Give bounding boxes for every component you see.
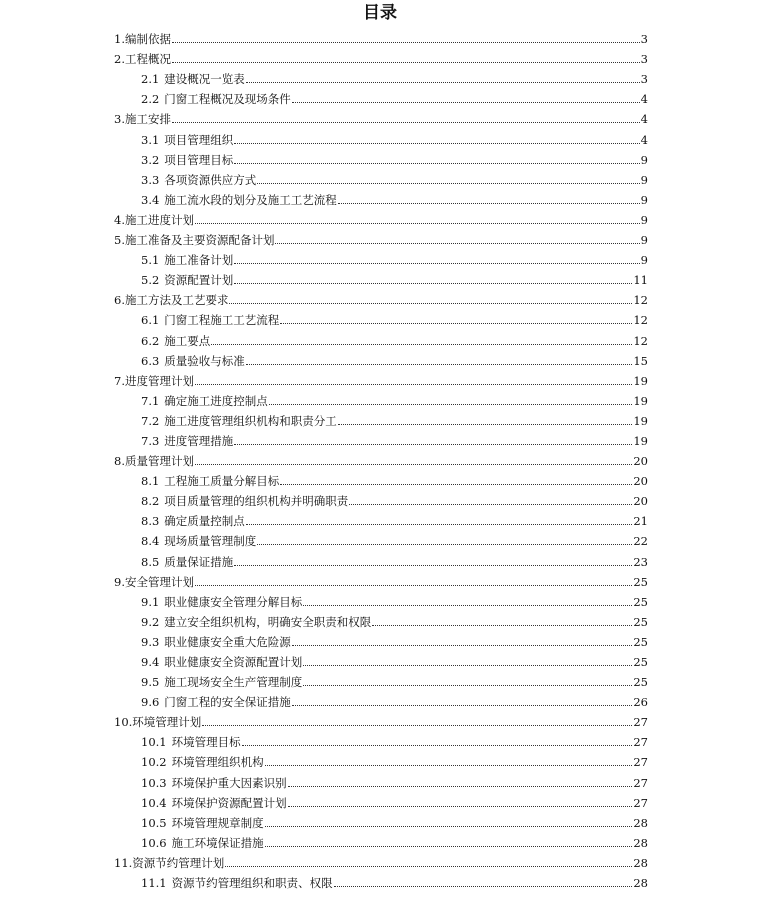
toc-page-number: 9 (640, 253, 648, 268)
toc-leader-dots (202, 725, 632, 726)
page-title: 目录 (363, 3, 397, 23)
toc-entry-label (141, 796, 287, 810)
toc-entry-label (141, 394, 268, 408)
toc-entry-title: 项目管理组织 (164, 132, 234, 147)
toc-entry-number: 3. (114, 112, 125, 127)
toc-leader-dots (195, 384, 632, 385)
toc-entry-title: 确定施工进度控制点 (164, 393, 268, 408)
toc-entry-title: 进度管理措施 (164, 433, 234, 448)
toc-entry-label (141, 876, 333, 890)
toc-entry-number: 5.2 (141, 273, 160, 288)
toc-page-number: 28 (633, 876, 648, 891)
toc-entry-title: 建设概况一览表 (164, 72, 245, 87)
toc-entry-label (141, 334, 210, 348)
toc-entry-number: 8.3 (141, 514, 160, 529)
toc-page-number: 4 (640, 92, 648, 107)
toc-entry-title: 施工现场安全生产管理制度 (164, 675, 303, 690)
toc-entry[interactable] (114, 287, 648, 307)
toc-leader-dots (292, 645, 633, 646)
toc-leader-dots (242, 745, 633, 746)
toc-leader-dots (211, 344, 632, 345)
toc-page-number: 19 (633, 373, 648, 388)
toc-entry[interactable] (114, 508, 648, 528)
toc-entry[interactable] (114, 569, 648, 589)
toc-entry-label (114, 454, 194, 468)
toc-entry[interactable] (114, 66, 648, 86)
toc-entry-number: 5. (114, 233, 125, 248)
toc-entry-number: 3.1 (141, 132, 160, 147)
toc-entry-label (141, 595, 302, 609)
toc-entry[interactable] (114, 729, 648, 749)
toc-leader-dots (303, 605, 632, 606)
toc-leader-dots (338, 203, 640, 204)
toc-page-number: 9 (640, 172, 648, 187)
toc-entry-number: 9.2 (141, 614, 160, 629)
toc-entry-title: 施工环境保证措施 (171, 835, 264, 850)
toc-entry-number: 3.3 (141, 172, 160, 187)
toc-page-number: 20 (633, 494, 648, 509)
toc-page-number: 3 (640, 52, 648, 67)
toc-entry[interactable] (114, 810, 648, 830)
toc-entry-title: 职业健康安全管理分解目标 (164, 594, 303, 609)
toc-entry[interactable] (114, 870, 648, 890)
toc-entry-number: 2.2 (141, 92, 160, 107)
toc-entry-title: 职业健康安全重大危险源 (164, 634, 291, 649)
toc-entry-number: 6.2 (141, 333, 160, 348)
toc-entry-number: 11. (114, 855, 133, 870)
toc-entry[interactable] (114, 267, 648, 287)
toc-entry-number: 3.4 (141, 192, 160, 207)
toc-page-number: 4 (640, 132, 648, 147)
toc-entry-title: 项目质量管理的组织机构并明确职责 (164, 494, 349, 509)
toc-entry-number: 8.4 (141, 534, 160, 549)
toc-page-number: 27 (633, 775, 648, 790)
toc-page-number: 27 (633, 795, 648, 810)
toc-leader-dots (265, 826, 633, 827)
toc-page-number: 19 (633, 413, 648, 428)
toc-page-number: 28 (633, 815, 648, 830)
toc-entry-label (141, 434, 233, 448)
toc-entry[interactable] (114, 749, 648, 769)
toc-leader-dots (349, 504, 632, 505)
toc-entry-label (141, 816, 264, 830)
toc-entry[interactable] (114, 830, 648, 850)
toc-entry[interactable] (114, 488, 648, 508)
toc-entry[interactable] (114, 227, 648, 247)
toc-entry-title: 施工安排 (124, 112, 171, 127)
toc-entry-label (114, 112, 171, 126)
toc-leader-dots (234, 444, 632, 445)
toc-entry[interactable] (114, 388, 648, 408)
toc-entry[interactable] (114, 307, 648, 327)
toc-entry[interactable] (114, 609, 648, 629)
toc-entry-title: 门窗工程施工工艺流程 (164, 313, 280, 328)
toc-entry[interactable] (114, 769, 648, 789)
toc-page-number: 20 (633, 474, 648, 489)
toc-entry-number: 7.1 (141, 393, 160, 408)
toc-entry-title: 工程施工质量分解目标 (164, 474, 280, 489)
toc-entry[interactable] (114, 348, 648, 368)
toc-entry-title: 环境管理组织机构 (171, 755, 264, 770)
toc-entry-title: 质量验收与标准 (164, 353, 245, 368)
toc-entry-label (141, 755, 264, 769)
toc-entry-label (141, 635, 291, 649)
toc-entry-number: 6.1 (141, 313, 160, 328)
toc-leader-dots (334, 886, 633, 887)
toc-entry[interactable] (114, 669, 648, 689)
toc-entry-title: 项目管理目标 (164, 152, 234, 167)
toc-leader-dots (303, 685, 632, 686)
toc-entry-label (141, 555, 233, 569)
toc-entry-number: 8.5 (141, 554, 160, 569)
toc-entry-number: 11.1 (141, 876, 167, 891)
toc-entry-number: 10.1 (141, 735, 167, 750)
toc-page-number: 27 (633, 755, 648, 770)
toc-entry-label (141, 133, 233, 147)
toc-leader-dots (292, 705, 633, 706)
toc-leader-dots (275, 243, 639, 244)
toc-entry-label (141, 92, 291, 106)
toc-leader-dots (292, 102, 640, 103)
toc-entry-title: 环境保护资源配置计划 (171, 795, 287, 810)
toc-leader-dots (229, 303, 632, 304)
toc-entry-title: 建立安全组织机构，明确安全职责和权限 (164, 614, 372, 629)
toc-entry-label (114, 213, 194, 227)
toc-entry-label (114, 32, 171, 46)
toc-page-number: 3 (640, 72, 648, 87)
toc-entry[interactable] (114, 528, 648, 548)
toc-leader-dots (246, 82, 640, 83)
toc-entry-title: 施工方法及工艺要求 (124, 293, 229, 308)
toc-page-number: 25 (633, 594, 648, 609)
toc-entry-label (141, 313, 279, 327)
toc-entry[interactable] (114, 247, 648, 267)
toc-entry-number: 2. (114, 52, 125, 67)
toc-page-number: 25 (633, 634, 648, 649)
toc-entry[interactable] (114, 408, 648, 428)
toc-entry-number: 6.3 (141, 353, 160, 368)
toc-leader-dots (280, 323, 632, 324)
toc-entry-label (141, 354, 245, 368)
toc-entry[interactable] (114, 589, 648, 609)
toc-entry-label (114, 856, 224, 870)
toc-page-number: 28 (633, 835, 648, 850)
toc-entry-label (141, 655, 302, 669)
toc-page-number: 25 (633, 614, 648, 629)
toc-leader-dots (303, 665, 632, 666)
toc-leader-dots (195, 223, 640, 224)
toc-page-number: 22 (633, 534, 648, 549)
toc-entry-title: 施工准备计划 (164, 253, 234, 268)
toc-entry-label (114, 715, 201, 729)
toc-entry-title: 确定质量控制点 (164, 514, 245, 529)
toc-entry-number: 9.5 (141, 675, 160, 690)
toc-entry[interactable] (114, 167, 648, 187)
toc-page-number: 27 (633, 735, 648, 750)
toc-leader-dots (234, 163, 639, 164)
toc-entry[interactable] (114, 46, 648, 66)
toc-leader-dots (195, 464, 632, 465)
toc-entry-number: 3.2 (141, 152, 160, 167)
toc-leader-dots (172, 62, 640, 63)
toc-leader-dots (234, 263, 639, 264)
toc-page-number: 11 (633, 273, 648, 288)
toc-entry-title: 现场质量管理制度 (164, 534, 257, 549)
toc-entry-number: 4. (114, 212, 125, 227)
toc-page-number: 25 (633, 574, 648, 589)
toc-leader-dots (372, 625, 632, 626)
toc-entry-label (141, 474, 279, 488)
toc-entry-number: 7.3 (141, 433, 160, 448)
toc-entry-label (114, 52, 171, 66)
toc-leader-dots (338, 424, 633, 425)
toc-page-number: 25 (633, 655, 648, 669)
toc-leader-dots (288, 786, 633, 787)
toc-page-number: 26 (633, 695, 648, 710)
toc-leader-dots (234, 143, 639, 144)
toc-entry-title: 资源节约管理计划 (132, 855, 225, 870)
toc-entry-label (114, 374, 194, 388)
toc-entry-label (141, 253, 233, 267)
toc-entry-number: 8.1 (141, 474, 160, 489)
toc-leader-dots (257, 183, 639, 184)
toc-entry-title: 资源配置计划 (164, 273, 234, 288)
toc-entry-number: 9.1 (141, 594, 160, 609)
toc-entry-label (141, 273, 233, 287)
toc-entry-title: 编制依据 (124, 32, 171, 47)
toc-entry-title: 环境管理目标 (171, 735, 241, 750)
toc-leader-dots (246, 524, 633, 525)
toc-entry-number: 10.5 (141, 815, 167, 830)
toc-entry-title: 施工准备及主要资源配备计划 (124, 233, 275, 248)
toc-entry-label (141, 735, 241, 749)
toc-entry-title: 进度管理计划 (124, 373, 194, 388)
toc-entry-title: 环境保护重大因素识别 (171, 775, 287, 790)
toc-page-number: 28 (633, 855, 648, 870)
toc-entry-title: 施工要点 (164, 333, 211, 348)
toc-entry-label (114, 575, 194, 589)
toc-entry[interactable] (114, 147, 648, 167)
toc-entry-number: 2.1 (141, 72, 160, 87)
toc-entry-label (141, 193, 337, 207)
toc-page-number: 9 (640, 152, 648, 167)
toc-page-number: 15 (633, 353, 648, 368)
toc-entry[interactable] (114, 629, 648, 649)
toc-page-number: 25 (633, 675, 648, 690)
toc-entry[interactable] (114, 850, 648, 870)
toc-page-number: 27 (633, 715, 648, 730)
toc-entry[interactable] (114, 548, 648, 568)
toc-entry-title: 施工进度管理组织机构和职责分工 (164, 413, 337, 428)
toc-entry-title: 施工流水段的划分及施工工艺流程 (164, 192, 337, 207)
toc-entry-number: 9.4 (141, 655, 160, 669)
toc-entry-number: 10.2 (141, 755, 167, 770)
toc-entry-label (141, 615, 371, 629)
toc-entry-number: 10. (114, 715, 133, 730)
toc-entry[interactable] (114, 428, 648, 448)
toc-page-number: 12 (633, 313, 648, 328)
toc-entry-number: 7.2 (141, 413, 160, 428)
toc-entry-number: 6. (114, 293, 125, 308)
toc-entry-title: 门窗工程的安全保证措施 (164, 695, 291, 710)
table-of-contents (114, 26, 648, 890)
toc-entry-label (141, 836, 264, 850)
toc-page-number: 19 (633, 433, 648, 448)
toc-page-number: 9 (640, 212, 648, 227)
toc-entry-label (141, 153, 233, 167)
toc-entry-label (141, 72, 245, 86)
toc-entry-title: 施工进度计划 (124, 212, 194, 227)
toc-entry[interactable] (114, 709, 648, 729)
toc-entry[interactable] (114, 790, 648, 810)
toc-entry-label (141, 695, 291, 709)
toc-entry-number: 8. (114, 454, 125, 469)
toc-entry[interactable] (114, 368, 648, 388)
toc-entry[interactable] (114, 106, 648, 126)
toc-leader-dots (172, 42, 640, 43)
toc-entry-number: 1. (114, 32, 125, 47)
toc-entry-title: 工程概况 (124, 52, 171, 67)
toc-entry-label (114, 293, 228, 307)
toc-entry[interactable] (114, 468, 648, 488)
toc-entry[interactable] (114, 26, 648, 46)
toc-entry-label (141, 514, 245, 528)
toc-entry-label (141, 534, 256, 548)
toc-entry-number: 9. (114, 574, 125, 589)
toc-entry-label (141, 776, 287, 790)
toc-entry-title: 资源节约管理组织和职责、权限 (171, 876, 333, 891)
toc-leader-dots (172, 122, 640, 123)
toc-entry[interactable] (114, 649, 648, 669)
toc-entry-label (141, 414, 337, 428)
toc-entry[interactable] (114, 126, 648, 146)
toc-leader-dots (225, 866, 632, 867)
toc-entry-title: 质量保证措施 (164, 554, 234, 569)
toc-page-number: 12 (633, 293, 648, 308)
toc-page-number: 23 (633, 554, 648, 569)
toc-leader-dots (265, 765, 633, 766)
toc-entry-number: 8.2 (141, 494, 160, 509)
toc-leader-dots (265, 846, 633, 847)
toc-entry-title: 质量管理计划 (124, 454, 194, 469)
toc-entry[interactable] (114, 207, 648, 227)
toc-page-number: 21 (633, 514, 648, 529)
toc-page-number: 9 (640, 192, 648, 207)
toc-entry-label (114, 233, 274, 247)
toc-entry-title: 门窗工程概况及现场条件 (164, 92, 291, 107)
toc-entry-number: 10.6 (141, 835, 167, 850)
toc-entry-label (141, 675, 302, 689)
toc-leader-dots (246, 364, 633, 365)
toc-entry[interactable] (114, 327, 648, 347)
toc-leader-dots (195, 585, 632, 586)
toc-entry-title: 各项资源供应方式 (164, 172, 257, 187)
toc-page-number: 12 (633, 333, 648, 348)
toc-entry[interactable] (114, 689, 648, 709)
toc-entry-number: 9.6 (141, 695, 160, 710)
toc-page-number: 20 (633, 454, 648, 469)
toc-leader-dots (280, 484, 632, 485)
toc-entry-number: 7. (114, 373, 125, 388)
toc-entry-number: 9.3 (141, 634, 160, 649)
toc-entry-title: 安全管理计划 (124, 574, 194, 589)
toc-leader-dots (269, 404, 633, 405)
toc-entry-number: 5.1 (141, 253, 160, 268)
toc-entry-title: 环境管理规章制度 (171, 815, 264, 830)
toc-entry[interactable] (114, 187, 648, 207)
toc-page-number: 9 (640, 233, 648, 248)
toc-leader-dots (234, 283, 632, 284)
toc-entry-number: 10.4 (141, 795, 167, 810)
toc-leader-dots (257, 544, 632, 545)
toc-page-number: 19 (633, 393, 648, 408)
toc-entry-title: 环境管理计划 (132, 715, 202, 730)
toc-entry[interactable] (114, 448, 648, 468)
toc-page-number: 3 (640, 32, 648, 47)
toc-page-number: 4 (640, 112, 648, 127)
toc-entry-label (141, 494, 348, 508)
toc-entry-number: 10.3 (141, 775, 167, 790)
toc-entry-label (141, 173, 256, 187)
toc-leader-dots (234, 565, 632, 566)
toc-entry[interactable] (114, 86, 648, 106)
toc-leader-dots (288, 806, 633, 807)
toc-entry-title: 职业健康安全资源配置计划 (164, 655, 303, 669)
